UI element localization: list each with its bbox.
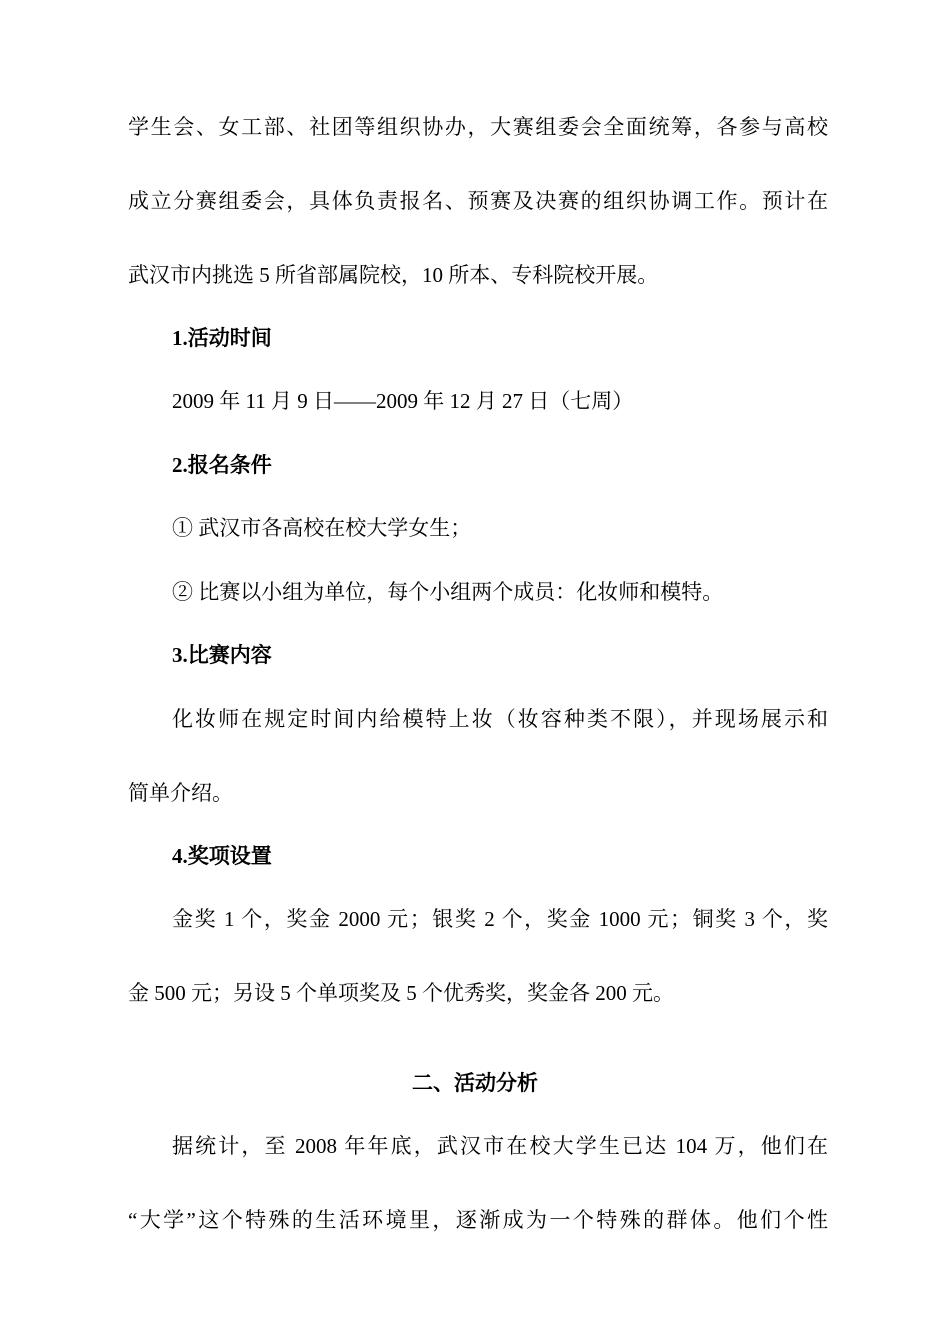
intro-line-2: 成立分赛组委会，具体负责报名、预赛及决赛的组织协调工作。预计在 [128,189,828,213]
content-line-1: 化妆师在规定时间内给模特上妆（妆容种类不限），并现场展示和 [172,707,828,731]
time-text: 2009 年 11 月 9 日——2009 年 12 月 27 日（七周） [172,389,634,413]
section-heading-awards: 4.奖项设置 [172,844,272,868]
requirement-item-2: ② 比赛以小组为单位，每个小组两个成员：化妆师和模特。 [172,580,724,604]
section-heading-time: 1.活动时间 [172,326,272,350]
section-heading-content: 3.比赛内容 [172,643,272,667]
intro-line-3: 武汉市内挑选 5 所省部属院校，10 所本、专科院校开展。 [128,263,659,287]
requirement-item-1: ① 武汉市各高校在校大学女生； [172,516,472,540]
analysis-line-1: 据统计，至 2008 年年底，武汉市在校大学生已达 104 万，他们在 [172,1134,828,1158]
awards-line-2: 金 500 元；另设 5 个单项奖及 5 个优秀奖，奖金各 200 元。 [128,981,674,1005]
intro-line-1: 学生会、女工部、社团等组织协办，大赛组委会全面统筹，各参与高校 [128,115,828,139]
content-line-2: 简单介绍。 [128,781,233,805]
section-title-analysis: 二、活动分析 [412,1071,538,1095]
awards-line-1: 金奖 1 个，奖金 2000 元；银奖 2 个，奖金 1000 元；铜奖 3 个，奖 [172,907,828,931]
section-heading-requirements: 2.报名条件 [172,453,272,477]
analysis-line-2: “大学”这个特殊的生活环境里，逐渐成为一个特殊的群体。他们个性 [128,1208,828,1232]
